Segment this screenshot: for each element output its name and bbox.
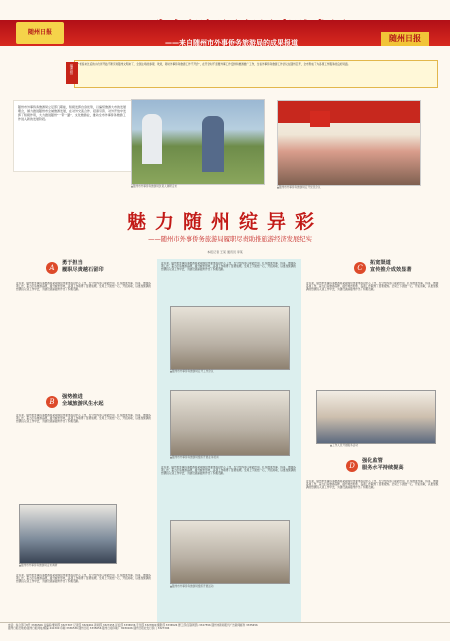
main-subheadline: ——随州市外事侨务旅游局履职尽责助推旅游经济发展纪实 [148,236,312,243]
photo-caption: ▲随州市外事侨务旅游局走访调研 [19,564,58,567]
photo-group-walking [19,504,117,564]
photo-training [170,390,290,456]
photo-caption: ▲随州市外事侨务旅游局召开工作会议 [170,370,214,373]
section-d-title2: 服务水平持续提高 [362,465,404,471]
photo-service-staff [316,390,436,444]
section-a-title1: 勇于担当 [62,260,83,266]
main-headline: 魅力随州绽异彩 [126,211,323,233]
photo-caption: ▲随州市外事侨务旅游局组织开展活动 [170,585,214,588]
editor-note [74,60,438,88]
intro-text-box [13,100,133,172]
footer-text [8,624,444,631]
page-subtitle: ——来自随州市外事侨务旅游局的成果报道 [165,39,298,47]
header-badge: 随州日报 [381,32,429,46]
section-b-title2: 全域旅游风生水起 [62,401,104,407]
party-flag [310,111,330,127]
section-d-icon: D [346,460,358,472]
section-c-icon: C [354,262,366,274]
newspaper-logo [16,22,64,44]
photo-conference [170,306,290,370]
section-b-icon: B [46,396,58,408]
photo-meeting-room [277,100,421,186]
section-a-icon: A [46,262,58,274]
section-d-title1: 强化监管 [362,458,383,464]
person-figure [142,114,162,164]
section-a-body: 近年来，随州市外事侨务旅游局紧紧围绕市委市政府中心工作，充分发挥部门职能作用，扎实推进外事、侨务、旅游各项工作，着力打造旅游品牌，提升城市形象，各项工作取得了显著成效。全局上下团结一心，开拓进取，以更加饱满的热情投入到工作中去，为建设美丽随州作出了积极贡献。 [16,282,151,292]
section-c-body: 近年来，随州市外事侨务旅游局紧紧围绕市委市政府中心工作，充分发挥部门职能作用，扎实推进外事、侨务、旅游各项工作，着力打造旅游品牌，提升城市形象，各项工作取得了显著成效。全局上下团结一心，开拓进取，以更加饱满的热情投入到工作中去，为建设美丽随州作出了积极贡献。 [306,282,439,292]
section-d-body: 近年来，随州市外事侨务旅游局紧紧围绕市委市政府中心工作，充分发挥部门职能作用，扎实推进外事、侨务、旅游各项工作，着力打造旅游品牌，提升城市形象，各项工作取得了显著成效。全局上下团结一心，开拓进取，以更加饱满的热情投入到工作中去，为建设美丽随州作出了积极贡献。 [306,480,439,490]
footer-line-2: 随州日报社地址/随州日报网址/邮编 441300 印刷 3336536 随州日报 3335656 随州日报印刷厂 8030106 随州日报社发行部门 3327306 [8,627,170,631]
section-b-title1: 强势推进 [62,394,83,400]
section-c-title2: 宣传推介成效显著 [370,267,412,273]
person-figure [202,116,224,172]
photo-caption: ▲随州市外事侨务旅游局组织开展业务培训 [170,456,219,459]
section-a-title2: 履职尽责越石留印 [62,267,104,273]
intro-text: 随州市外事侨务旅游局立足部门职能，积极发挥自身优势，以编织旅游大市的发展理念，倾力推进随州市全域旅游发展，在对外交流合作、招商引资、对外开放中发挥了积极作用，大力推进随州"一带一路"、文化旅游业，推动全市外事侨务旅游工作进入新的发展阶段。 [18,105,127,121]
center-body: 近年来，随州市外事侨务旅游局紧紧围绕市委市政府中心工作，充分发挥部门职能作用，扎实推进外事、侨务、旅游各项工作，着力打造旅游品牌，提升城市形象，各项工作取得了显著成效。全局上下团结一心，开拓进取，以更加饱满的热情投入到工作中去，为建设美丽随州作出了积极贡献。 [161,262,296,272]
editor-note-tag [66,62,78,84]
center-body-2: 近年来，随州市外事侨务旅游局紧紧围绕市委市政府中心工作，充分发挥部门职能作用，扎实推进外事、侨务、旅游各项工作，着力打造旅游品牌，提升城市形象，各项工作取得了显著成效。全局上下团结一心，开拓进取，以更加饱满的热情投入到工作中去，为建设美丽随州作出了积极贡献。 [161,466,296,476]
section-b-body: 近年来，随州市外事侨务旅游局紧紧围绕市委市政府中心工作，充分发挥部门职能作用，扎实推进外事、侨务、旅游各项工作，着力打造旅游品牌，提升城市形象，各项工作取得了显著成效。全局上下团结一心，开拓进取，以更加饱满的热情投入到工作中去，为建设美丽随州作出了积极贡献。 [16,414,151,424]
section-b-body-cont: 近年来，随州市外事侨务旅游局紧紧围绕市委市政府中心工作，充分发挥部门职能作用，扎实推进外事、侨务、旅游各项工作，着力打造旅游品牌，提升城市形象，各项工作取得了显著成效。全局上下团结一心，开拓进取，以更加饱满的热情投入到工作中去，为建设美丽随州作出了积极贡献。 [16,574,151,584]
photo-caption: ▲工作人员开展服务活动 [330,444,358,447]
byline: 本报记者 王某 通讯员 李某 [207,250,243,254]
photo-event [170,520,290,584]
photo-caption: ▲随州市外事侨务旅游局负责人调研走访 [131,185,178,188]
red-banner [278,101,420,123]
editor-note-tag-label: 编者按 [69,64,73,75]
photo-officials-outdoor [131,99,265,185]
photo-caption: ▲随州市外事侨务旅游局召开党员会议 [277,186,321,189]
section-c-title1: 拓宽渠道 [370,260,391,266]
editor-note-text: "老客来过后的小伙伴开始不断引进随州文明来了，全国主场的参观、欢迎，同时外事侨务旅游工作不开会"，在开会时不需要外事工作安排和旅游推广工作，全省外事侨务旅游工作会议在随州召开，全市形成了为各项工作服务的良好局面。 [78,63,351,66]
logo-text: 随州日报 [27,29,52,36]
footer-line-1: 电话：综合部门8号 3336506 总编室/要闻部 3327307 记者部 3329461 新闻部 3327455 评论部 3336536 专刊部 3327800 摄影部 3336526 群工部(互联网部) 3327556 随州市新闻报刊广告新闻邮件 3335656 [8,624,258,627]
